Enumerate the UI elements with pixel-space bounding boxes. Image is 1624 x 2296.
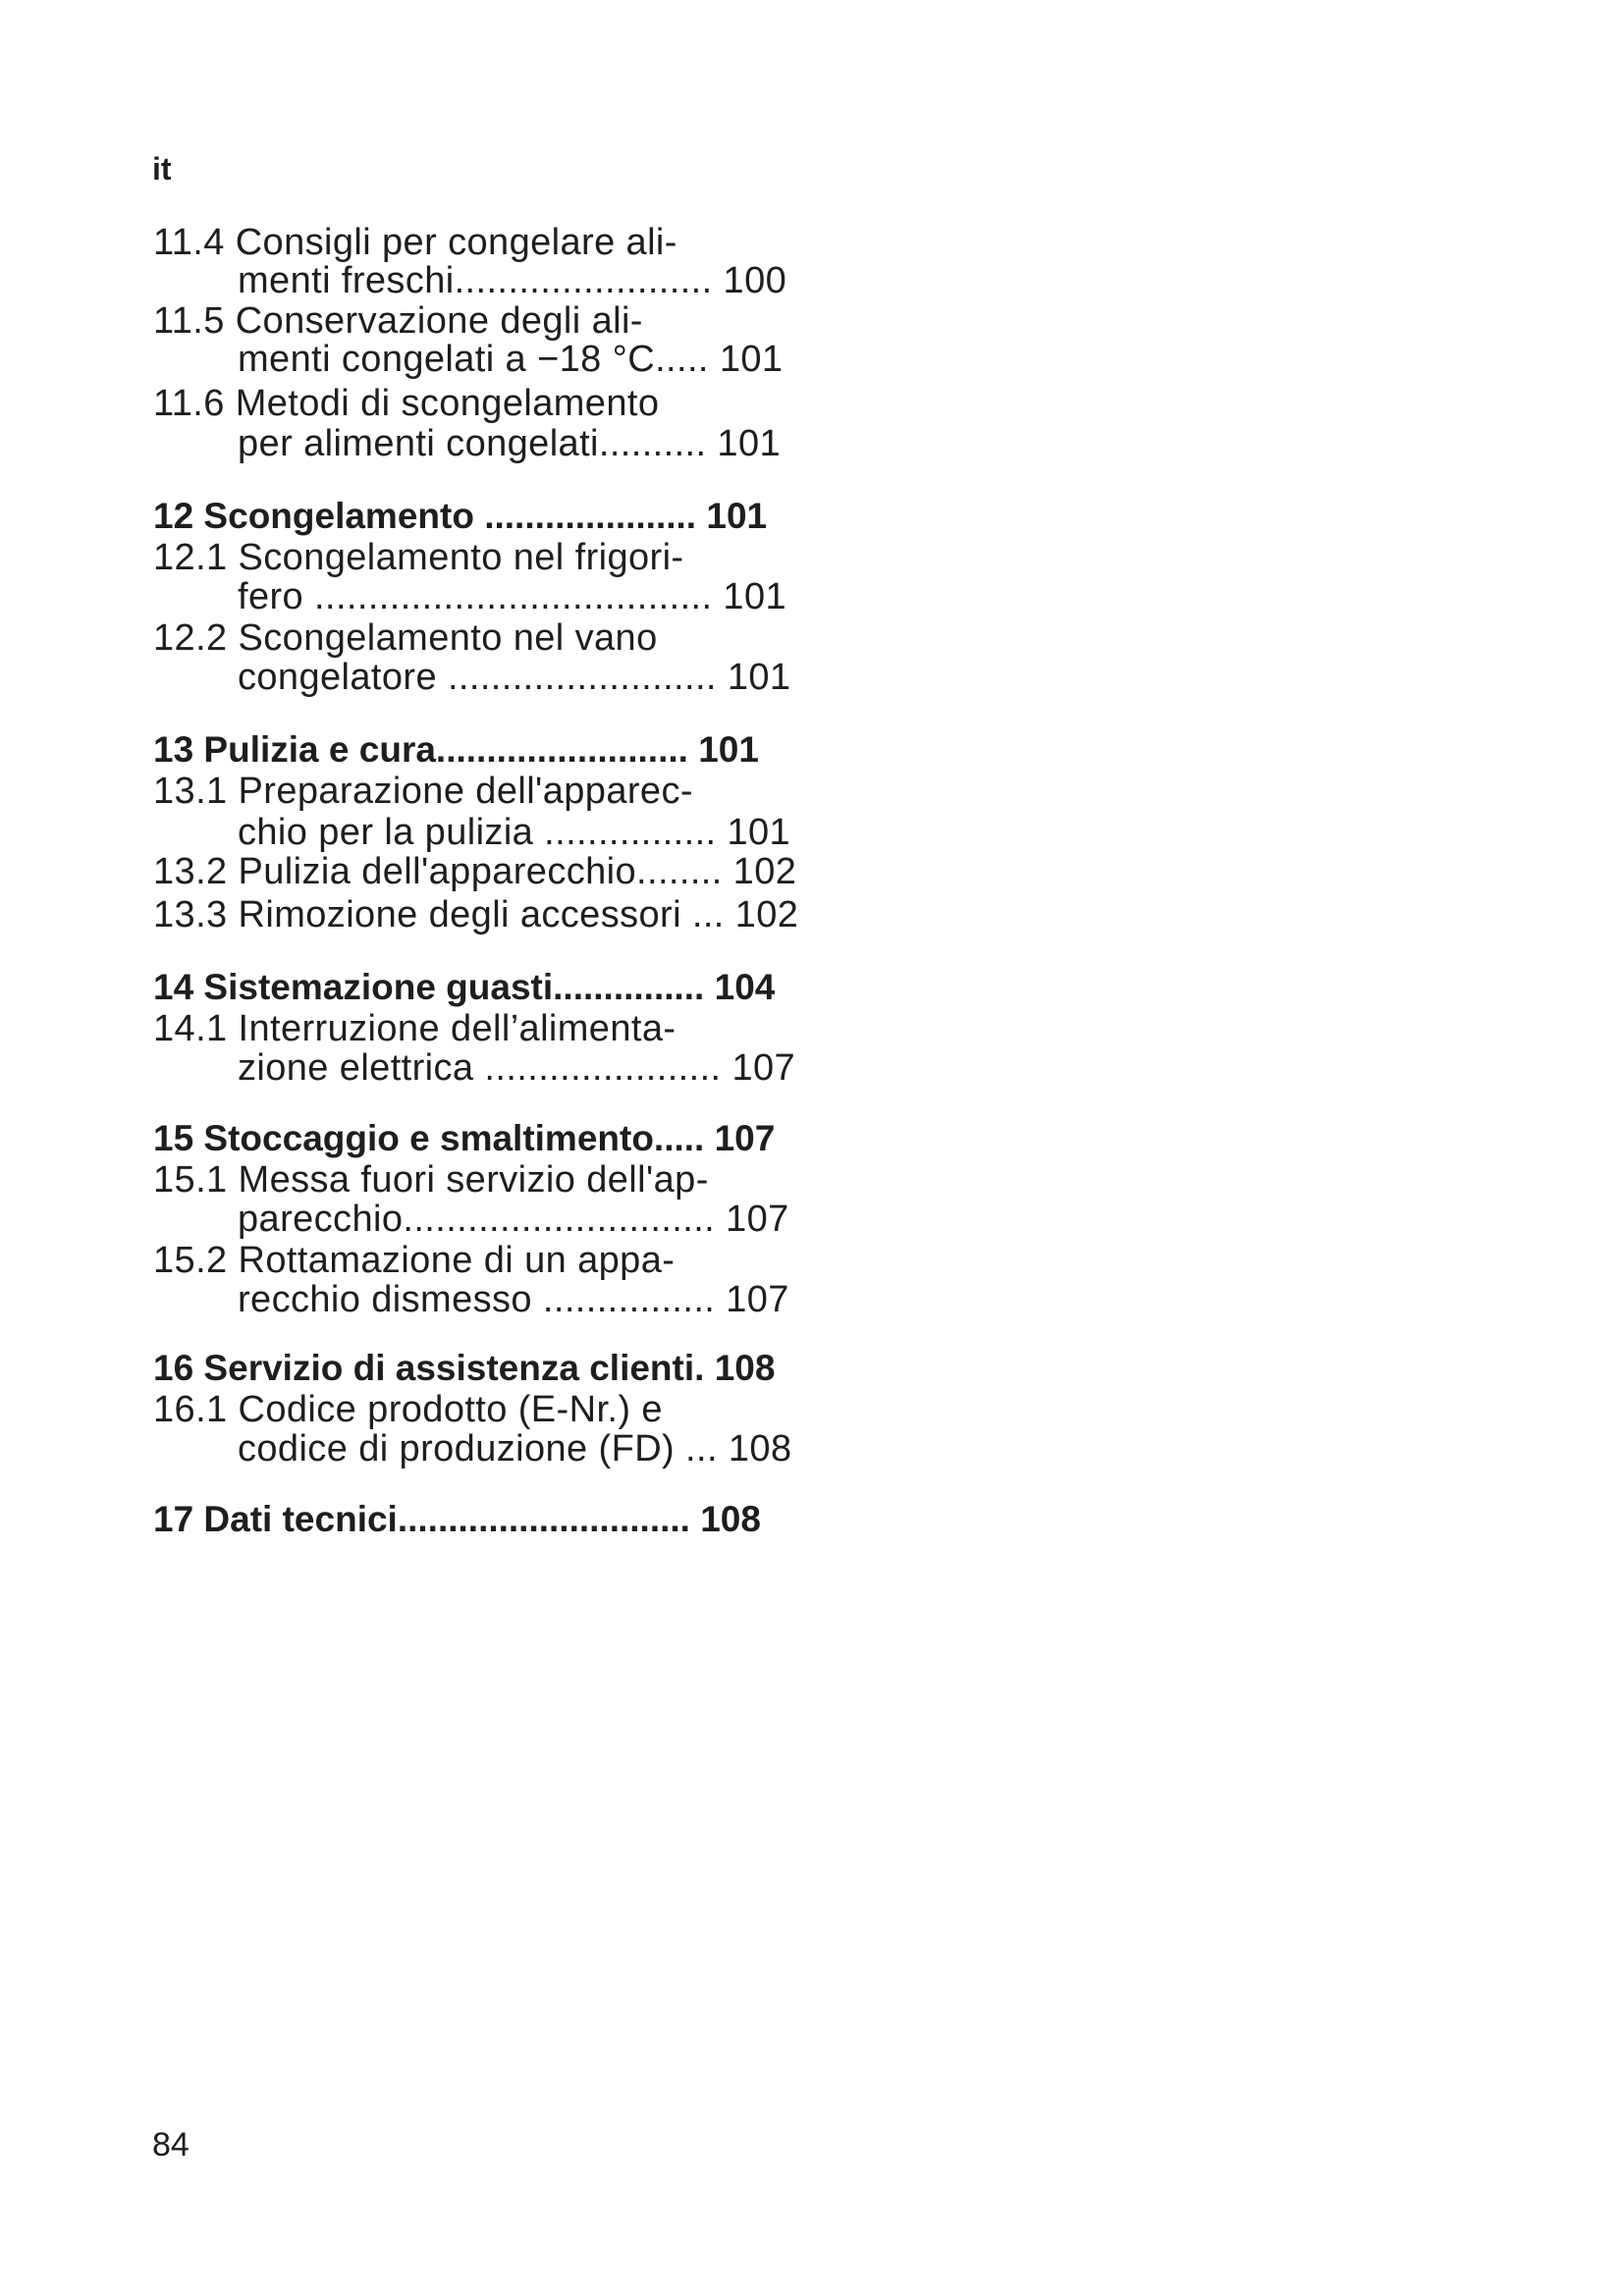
- toc-entry: codice di produzione (FD) ... 108: [238, 1428, 792, 1469]
- toc-entry: menti congelati a −18 °C..... 101: [238, 339, 784, 380]
- toc-entry: 11.6 Metodi di scongelamento: [153, 383, 660, 424]
- toc-entry: 13.2 Pulizia dell'apparecchio........ 102: [153, 851, 797, 892]
- toc-entry: parecchio............................. 107: [238, 1199, 789, 1240]
- toc-entry: 16.1 Codice prodotto (E-Nr.) e: [153, 1389, 663, 1430]
- toc-chapter: 16 Servizio di assistenza clienti. 108: [153, 1348, 776, 1388]
- toc-entry: 11.4 Consigli per congelare ali-: [153, 222, 677, 263]
- toc-entry: per alimenti congelati.......... 101: [238, 423, 782, 464]
- toc-chapter: 15 Stoccaggio e smaltimento..... 107: [153, 1118, 776, 1158]
- toc-chapter: 14 Sistemazione guasti............... 104: [153, 967, 776, 1007]
- toc-entry: recchio dismesso ................ 107: [238, 1279, 789, 1320]
- language-label: it: [152, 151, 172, 187]
- page-number: 84: [152, 2126, 189, 2163]
- toc-entry: 14.1 Interruzione dell’alimenta-: [153, 1008, 677, 1049]
- toc-entry: 13.3 Rimozione degli accessori ... 102: [153, 894, 799, 935]
- toc-entry: 12.1 Scongelamento nel frigori-: [153, 537, 684, 578]
- toc-chapter: 12 Scongelamento ..................... 101: [153, 496, 768, 536]
- toc-entry: 15.1 Messa fuori servizio dell'ap-: [153, 1159, 709, 1201]
- toc-entry: 11.5 Conservazione degli ali-: [153, 300, 643, 342]
- toc-entry: fero ..................................... 101: [238, 576, 787, 617]
- toc-entry: 13.1 Preparazione dell'apparec-: [153, 771, 693, 812]
- toc-entry: menti freschi........................ 100: [238, 260, 787, 301]
- toc-entry: 12.2 Scongelamento nel vano: [153, 617, 658, 659]
- toc-entry: congelatore ......................... 101: [238, 657, 791, 698]
- toc-entry: 15.2 Rottamazione di un appa-: [153, 1240, 676, 1281]
- toc-chapter: 13 Pulizia e cura......................... 101: [153, 729, 759, 770]
- toc-entry: zione elettrica ...................... 107: [238, 1047, 796, 1089]
- toc-chapter: 17 Dati tecnici............................. 108: [153, 1499, 761, 1539]
- toc-entry: chio per la pulizia ................ 101: [238, 812, 791, 853]
